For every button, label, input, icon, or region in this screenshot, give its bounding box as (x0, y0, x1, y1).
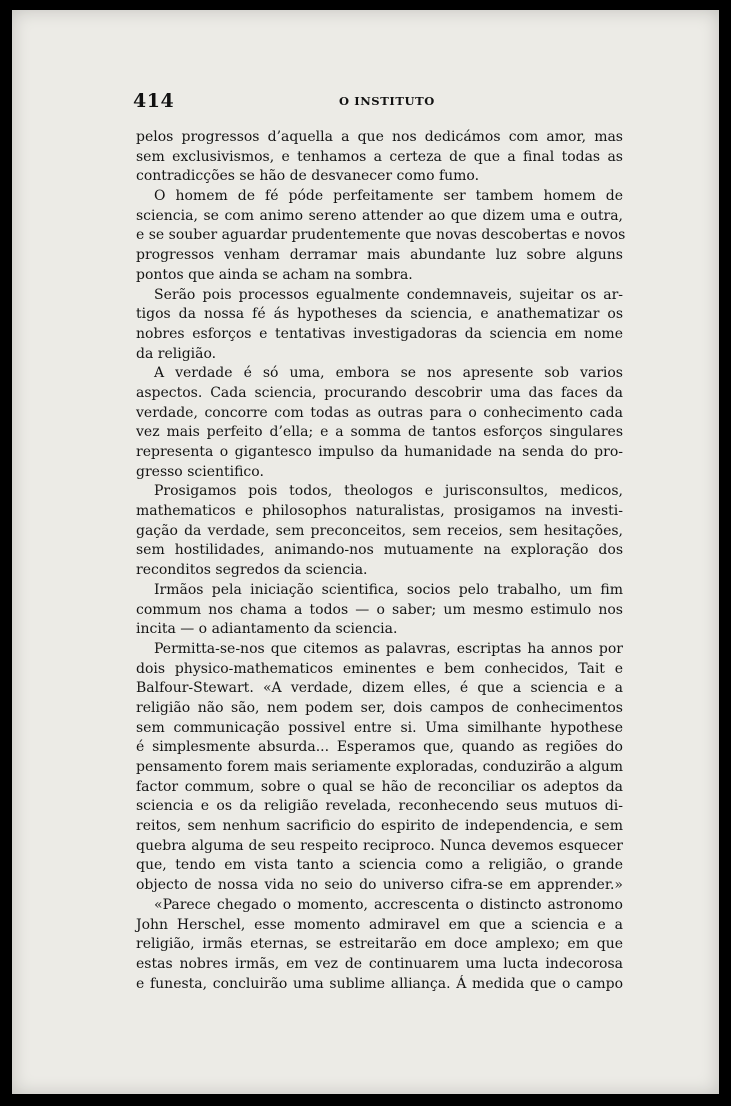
text-line: pontos que ainda se acham na sombra. (136, 266, 413, 283)
text-line: O homem de fé póde perfeitamente ser tambem homem de (154, 188, 623, 205)
body-text (136, 128, 626, 994)
text-line: progressos venham derramar mais abundante luz sobre alguns (136, 247, 623, 264)
text-line: mathematicos e philosophos naturalistas, prosigamos na investi- (136, 503, 623, 520)
text-line: pelos progressos d’aquella a que nos dedicámos com amor, mas (136, 129, 623, 145)
text-line: Serão pois processos egualmente condemnaveis, sujeitar os ar- (154, 286, 623, 303)
text-line: estas nobres irmãs, em vez de continuarem uma lucta indecorosa (136, 955, 623, 972)
text-line: John Herschel, esse momento admiravel em que a sciencia e a (136, 916, 623, 933)
text-line: é simplesmente absurda... Esperamos que, quando as regiões do (136, 739, 623, 756)
text-line: «Parece chegado o momento, accrescenta o distincto astronomo (154, 896, 623, 913)
text-line: sem hostilidades, animando-nos mutuamente na exploração dos (136, 542, 623, 559)
text-line: factor commum, sobre o qual se hão de reconciliar os adeptos da (136, 778, 623, 795)
text-line: religião, irmãs eternas, se estreitarão em doce amplexo; em que (136, 936, 623, 953)
text-line: sciencia, se com animo sereno attender ao que dizem uma e outra, (136, 207, 623, 224)
text-line: representa o gigantesco impulso da humanidade na senda do pro- (136, 444, 623, 460)
text-line: verdade, concorre com todas as outras para o conhecimento cada (136, 404, 623, 421)
text-line: dois physico-mathematicos eminentes e bem conhecidos, Tait e (136, 660, 623, 677)
text-line: nobres esforços e tentativas investigadoras da sciencia em nome (136, 325, 623, 342)
text-line: e se souber aguardar prudentemente que novas descobertas e novos (136, 227, 626, 244)
text-line: e funesta, concluirão uma sublime alliança. Á medida que o campo (136, 975, 623, 992)
text-line: gação da verdade, sem preconceitos, sem receios, sem hesitações, (136, 522, 623, 539)
text-line: reitos, sem nenhum sacrificio do espirito de independencia, e sem (136, 818, 623, 835)
text-line: sem exclusivismos, e tenhamos a certeza de que a final todas as (136, 148, 623, 165)
text-line: Irmãos pela iniciação scientifica, socios pelo trabalho, um fim (154, 581, 623, 598)
text-line: Prosigamos pois todos, theologos e jurisconsultos, medicos, (154, 483, 623, 500)
text-line: vez mais perfeito d’ella; e a somma de tantos esforços singulares (136, 424, 623, 441)
text-line: sciencia e os da religião revelada, reconhecendo seus mutuos di- (136, 798, 623, 815)
text-line: Permitta-se-nos que citemos as palavras, escriptas ha annos por (154, 640, 623, 657)
text-line: commum nos chama a todos — o saber; um mesmo estimulo nos (136, 601, 623, 618)
text-line: gresso scientifico. (136, 463, 264, 480)
text-line: da religião. (136, 345, 217, 362)
page-number: 414 (133, 90, 175, 112)
text-line: aspectos. Cada sciencia, procurando descobrir uma das faces da (136, 384, 623, 401)
text-line: tigos da nossa fé ás hypotheses da sciencia, e anathematizar os (136, 306, 623, 323)
text-line: objecto de nossa vida no seio do universo cifra-se em apprender.» (136, 877, 623, 894)
text-line: sem communicação possivel entre si. Uma similhante hypothese (136, 719, 623, 736)
text-line: pensamento forem mais seriamente exploradas, conduzirão a algum (136, 759, 623, 775)
text-line: A verdade é só uma, embora se nos apresente sob varios (154, 365, 623, 382)
page-header (133, 90, 633, 112)
text-line: incita — o adiantamento da sciencia. (136, 621, 398, 638)
text-line: quebra alguma de seu respeito reciproco. Nunca devemos esquecer (136, 837, 623, 854)
running-title: O INSTITUTO (339, 94, 435, 108)
text-line: contradicções se hão de desvanecer como fumo. (136, 168, 480, 185)
text-line: reconditos segredos da sciencia. (136, 562, 368, 579)
text-line: religião não são, nem podem ser, dois campos de conhecimentos (136, 699, 623, 716)
text-line: que, tendo em vista tanto a sciencia como a religião, o grande (136, 857, 623, 874)
text-line: Balfour-Stewart. «A verdade, dizem elles, é que a sciencia e a (136, 680, 623, 697)
